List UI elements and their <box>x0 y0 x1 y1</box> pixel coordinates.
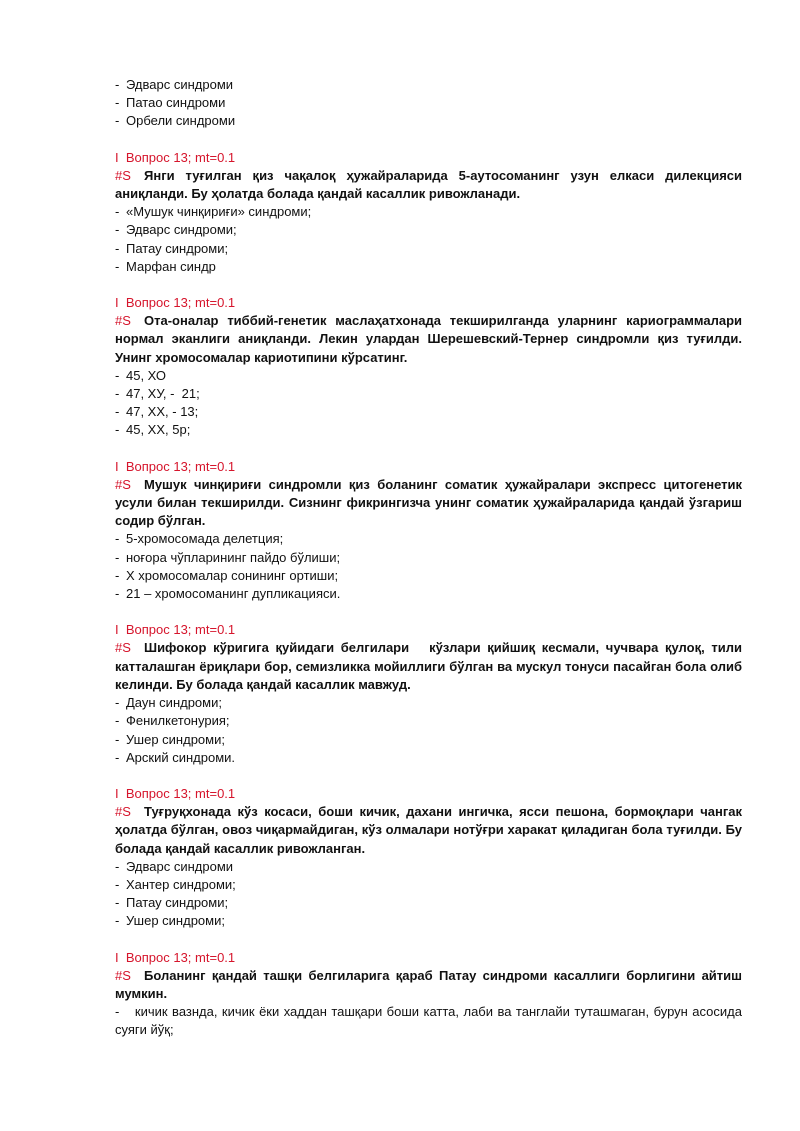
question-header: I Вопрос 13; mt=0.1 <box>115 149 236 165</box>
answer-option: - кичик вазнда, кичик ёки хаддан ташқари боши катта, лаби ва танглайи туташмаган, бурун асосида суяги йўқ; <box>115 1004 746 1038</box>
answer-option: - Ушер синдроми; <box>115 913 225 929</box>
answer-option: - 45, ХО <box>115 367 167 383</box>
question-block <box>115 621 746 767</box>
question-header: I Вопрос 13; mt=0.1 <box>115 785 236 801</box>
answer-option: - 21 – хромосоманинг дупликацияси. <box>115 586 341 602</box>
question-text: #S Янги туғилган қиз чақалоқ ҳужайраларида 5-аутосоманинг узун елкаси дилекцияси аниқланди. Бу ҳолатда болада қандай касаллик ривожланади. <box>115 167 746 202</box>
question-header: I Вопрос 13; mt=0.1 <box>115 949 236 965</box>
question-tag: #S <box>115 967 131 983</box>
answer-option: - «Мушук чинқириғи» синдроми; <box>115 204 312 220</box>
answer-option: - Орбели синдроми <box>115 113 236 129</box>
answer-option: - Патао синдроми <box>115 95 226 111</box>
answer-option: - Эдварс синдроми <box>115 77 234 92</box>
answer-option: - Патау синдроми; <box>115 240 229 256</box>
answer-option: - Патау синдроми; <box>115 895 229 911</box>
answer-option: - Эдварс синдроми; <box>115 222 237 238</box>
question-tag: #S <box>115 476 131 492</box>
answer-option: - 47, ХХ, - 13; <box>115 404 199 420</box>
question-tag: #S <box>115 804 131 820</box>
question-block <box>115 785 746 931</box>
question-text: #S Боланинг қандай ташқи белгиларига қараб Патау синдроми касаллиги борлигини айтиш мумкин. <box>115 967 746 1001</box>
answer-option: - Марфан синдр <box>115 258 216 274</box>
question-block <box>115 149 746 276</box>
question-block <box>115 949 746 1040</box>
question-header: I Вопрос 13; mt=0.1 <box>115 295 236 311</box>
question-header: I Вопрос 13; mt=0.1 <box>115 622 236 638</box>
answer-option: - Фенилкетонурия; <box>115 713 230 729</box>
question-tag: #S <box>115 167 131 183</box>
answer-option: - Арский синдроми. <box>115 749 236 765</box>
question-text: #S Туғруқхонада кўз косаси, боши кичик, дахани ингичка, ясси пешона, бормоқлари чангак ҳолатда бўлган, овоз чиқармайдиган, кўз олмалари нотўғри харакат қиладиган бола туғилди. Бу болада қандай касаллик ривожланган. <box>115 804 746 856</box>
answer-option: - Эдварс синдроми <box>115 858 234 874</box>
answer-option: - 5-хромосомада делетция; <box>115 531 284 547</box>
question-block <box>115 294 746 440</box>
answer-option: - Ушер синдроми; <box>115 731 225 747</box>
answer-option: - Даун синдроми; <box>115 695 222 711</box>
question-text: #S Ота-оналар тиббий-генетик маслаҳатхонада текширилганда уларнинг кариограммалари нормал эканлиги аниқланди. Лекин улардан Шерешевский-Тернер синдромли қиз туғилди. Унинг хромосомалар кариотипини кўрсатинг. <box>115 313 746 365</box>
question-tag: #S <box>115 313 131 329</box>
question-text: #S Шифокор кўригига қуйидаги белгилари кўзлари қийшиқ кесмали, чучвара қулоқ, тили катталашган ёриқлари бор, семизликка мойиллиги бўлган ва мускул тонуси пасайган бола олиб келинди. Бу болада қандай касаллик мавжуд. <box>115 640 746 692</box>
question-header: I Вопрос 13; mt=0.1 <box>115 458 236 474</box>
answer-option: - Хантер синдроми; <box>115 876 236 892</box>
answer-option: - 47, ХУ, - 21; <box>115 386 200 402</box>
question-tag: #S <box>115 640 131 656</box>
question-block <box>115 458 746 604</box>
answer-option: - 45, ХХ, 5р; <box>115 422 191 438</box>
question-text: #S Мушук чинқириғи синдромли қиз боланинг соматик ҳужайралари экспресс цитогенетик усули билан текширилди. Сизнинг фикрингизча унинг соматик ҳужайраларида қандай ўзгариш содир бўлган. <box>115 476 746 529</box>
answer-option: - Х хромосомалар сонининг ортиши; <box>115 567 339 583</box>
top-options <box>115 76 742 131</box>
answer-option: - ноғора чўпларининг пайдо бўлиши; <box>115 549 341 565</box>
